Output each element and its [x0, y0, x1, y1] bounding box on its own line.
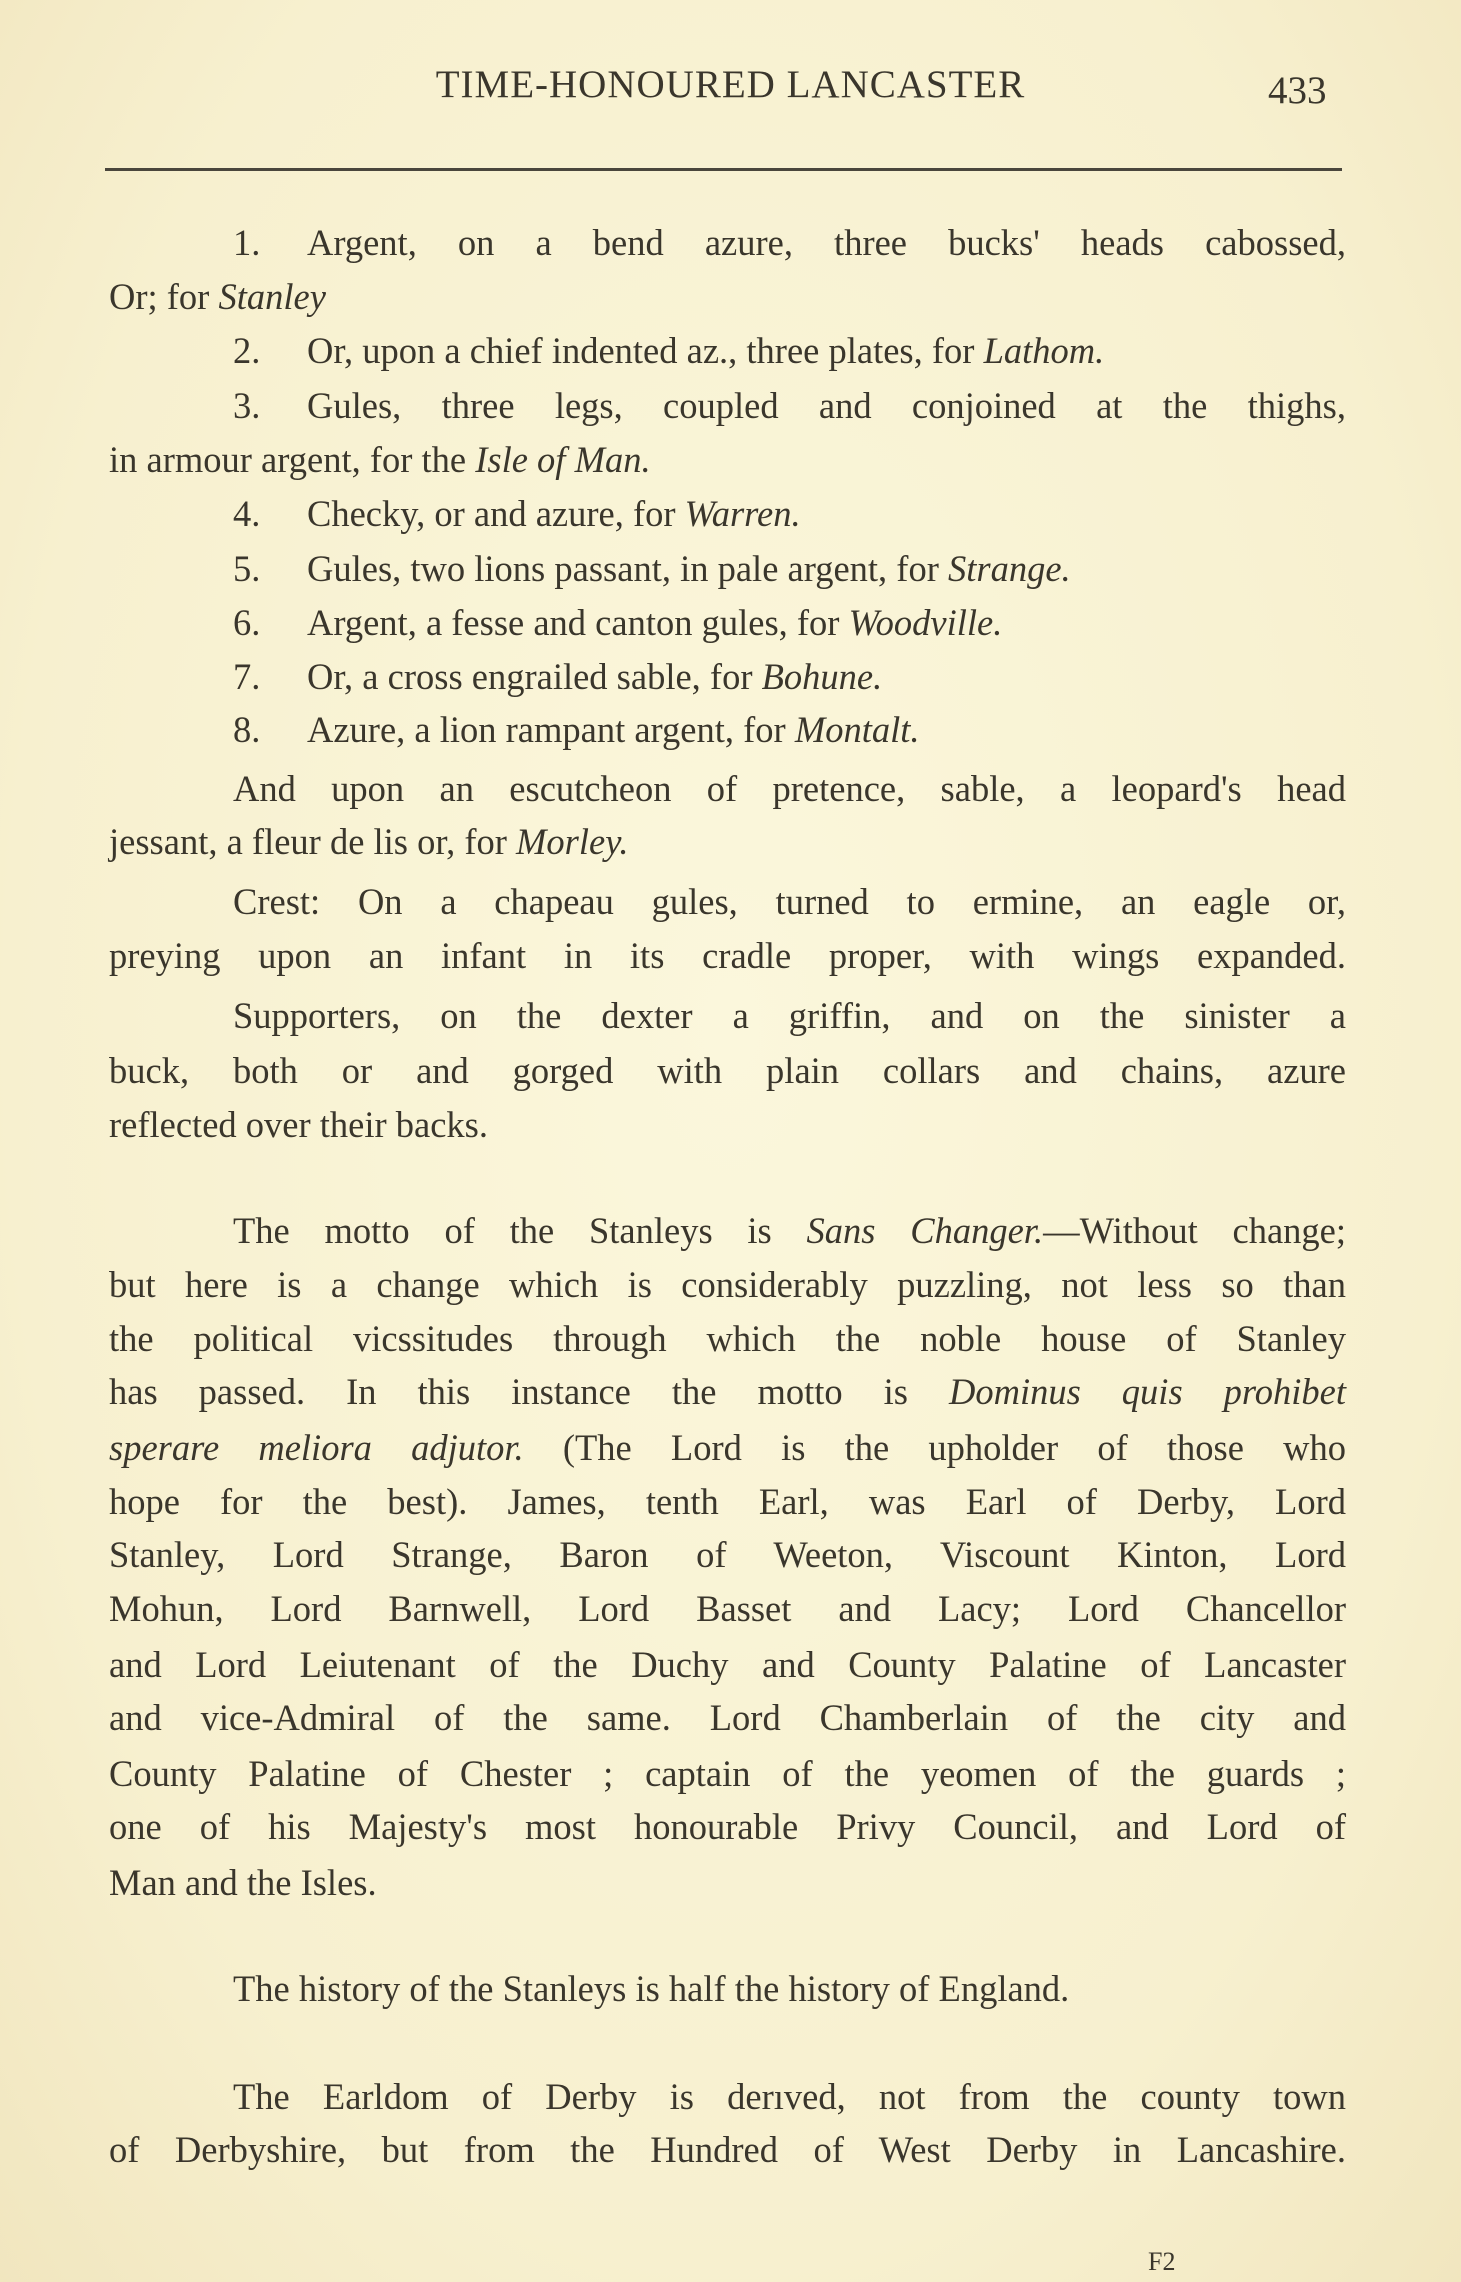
item-number: 1. [233, 222, 261, 263]
italic-name: Bohune. [761, 656, 883, 697]
line-text: Or; for [109, 276, 219, 317]
text-line [109, 1800, 1346, 1854]
text-line [109, 1638, 1346, 1692]
line-text: buck, both or and gorged with plain collars and chains, azure [109, 1050, 1346, 1091]
line-text: Stanley, Lord Strange, Baron of Weeton, Viscount Kinton, Lord [109, 1534, 1346, 1575]
text-line [233, 542, 1071, 596]
line-text: (The Lord is the upholder of those who [523, 1427, 1346, 1468]
italic-motto: Sans Changer. [806, 1210, 1044, 1251]
line-text: preying upon an infant in its cradle proper, with wings expanded. [109, 935, 1346, 976]
text-line [233, 1204, 1346, 1258]
line-text: The motto of the Stanleys is [233, 1210, 807, 1251]
line-text: Supporters, on the dexter a griffin, and on the sinister a [233, 995, 1346, 1036]
line-text: Argent, on a bend azure, three bucks' heads cabossed, [307, 222, 1346, 263]
line-text: The Earldom of Derby is derıved, not from the county town [233, 2076, 1346, 2117]
text-line [233, 596, 1002, 650]
line-text: hope for the best). James, tenth Earl, was Earl of Derby, Lord [109, 1481, 1346, 1522]
text-line [109, 1528, 1346, 1582]
line-text: Gules, two lions passant, in pale argent, for [307, 548, 948, 589]
line-text: Argent, a fesse and canton gules, for [307, 602, 849, 643]
italic-name: Woodville. [848, 602, 1003, 643]
line-text: Or, a cross engrailed sable, for [307, 656, 762, 697]
text-line [233, 487, 801, 541]
line-text: has passed. In this instance the motto is [109, 1371, 949, 1412]
line-text: in armour argent, for the [109, 439, 476, 480]
text-line [233, 875, 1346, 929]
text-line [109, 1365, 1346, 1419]
item-number: 2. [233, 330, 261, 371]
line-text: And upon an escutcheon of pretence, sable, a leopard's head [233, 768, 1346, 809]
item-number: 8. [233, 709, 261, 750]
italic-name: Morley. [516, 821, 629, 862]
line-text: one of his Majesty's most honourable Privy Council, and Lord of [109, 1806, 1346, 1847]
text-line [109, 1856, 377, 1910]
line-text: the political vicssitudes through which the noble house of Stanley [109, 1318, 1346, 1359]
italic-motto: sperare meliora adjutor. [109, 1427, 524, 1468]
line-text: but here is a change which is considerably puzzling, not less so than [109, 1264, 1346, 1305]
item-number: 6. [233, 602, 261, 643]
page-number: 433 [1268, 69, 1327, 112]
item-number: 7. [233, 656, 261, 697]
line-text: and vice-Admiral of the same. Lord Chamberlain of the city and [109, 1697, 1346, 1738]
line-text: Mohun, Lord Barnwell, Lord Basset and Lacy; Lord Chancellor [109, 1588, 1346, 1629]
line-text: The history of the Stanleys is half the history of England. [233, 1968, 1070, 2009]
line-text: Crest: On a chapeau gules, turned to ermine, an eagle or, [233, 881, 1346, 922]
line-text: of Derbyshire, but from the Hundred of West Derby in Lancashire. [109, 2129, 1346, 2170]
item-number: 3. [233, 385, 261, 426]
text-line [109, 1582, 1346, 1636]
line-text: jessant, a fleur de lis or, for [109, 821, 517, 862]
text-line [109, 1044, 1346, 1098]
text-line [109, 1747, 1346, 1801]
text-line [109, 1475, 1346, 1529]
text-line [109, 1691, 1346, 1745]
item-number: 5. [233, 548, 261, 589]
text-line [233, 650, 882, 704]
text-line [109, 1421, 1346, 1475]
text-line [233, 1962, 1069, 2016]
line-text: Checky, or and azure, for [307, 493, 685, 534]
text-line [233, 2070, 1346, 2124]
text-line [233, 379, 1346, 433]
line-text: and Lord Leiutenant of the Duchy and County Palatine of Lancaster [109, 1644, 1346, 1685]
italic-name: Stanley [218, 276, 326, 317]
italic-name: Lathom. [983, 330, 1105, 371]
line-text: —Without change; [1043, 1210, 1346, 1251]
text-line [109, 433, 651, 487]
text-line [109, 815, 629, 869]
line-text: County Palatine of Chester ; captain of the yeomen of the guards ; [109, 1753, 1346, 1794]
text-line [233, 216, 1346, 270]
italic-name: Isle of Man. [475, 439, 651, 480]
italic-name: Montalt. [794, 709, 920, 750]
text-line [233, 989, 1346, 1043]
header-rule [105, 168, 1342, 171]
line-text: Azure, a lion rampant argent, for [307, 709, 795, 750]
line-text: Gules, three legs, coupled and conjoined at the thighs, [307, 385, 1346, 426]
italic-motto: Dominus quis prohibet [948, 1371, 1346, 1412]
text-line [233, 324, 1104, 378]
italic-name: Warren. [684, 493, 801, 534]
line-text: reflected over their backs. [109, 1104, 488, 1145]
signature-mark: F2 [1148, 2247, 1176, 2276]
text-line [109, 1258, 1346, 1312]
running-header: TIME-HONOURED LANCASTER [435, 63, 1026, 106]
text-line [233, 762, 1346, 816]
text-line [109, 270, 326, 324]
text-line [233, 703, 920, 757]
text-line [109, 2123, 1346, 2177]
text-line [109, 929, 1346, 983]
line-text: Or, upon a chief indented az., three plates, for [307, 330, 984, 371]
italic-name: Strange. [948, 548, 1071, 589]
text-line [109, 1312, 1346, 1366]
text-line [109, 1098, 488, 1152]
line-text: Man and the Isles. [109, 1862, 377, 1903]
item-number: 4. [233, 493, 261, 534]
